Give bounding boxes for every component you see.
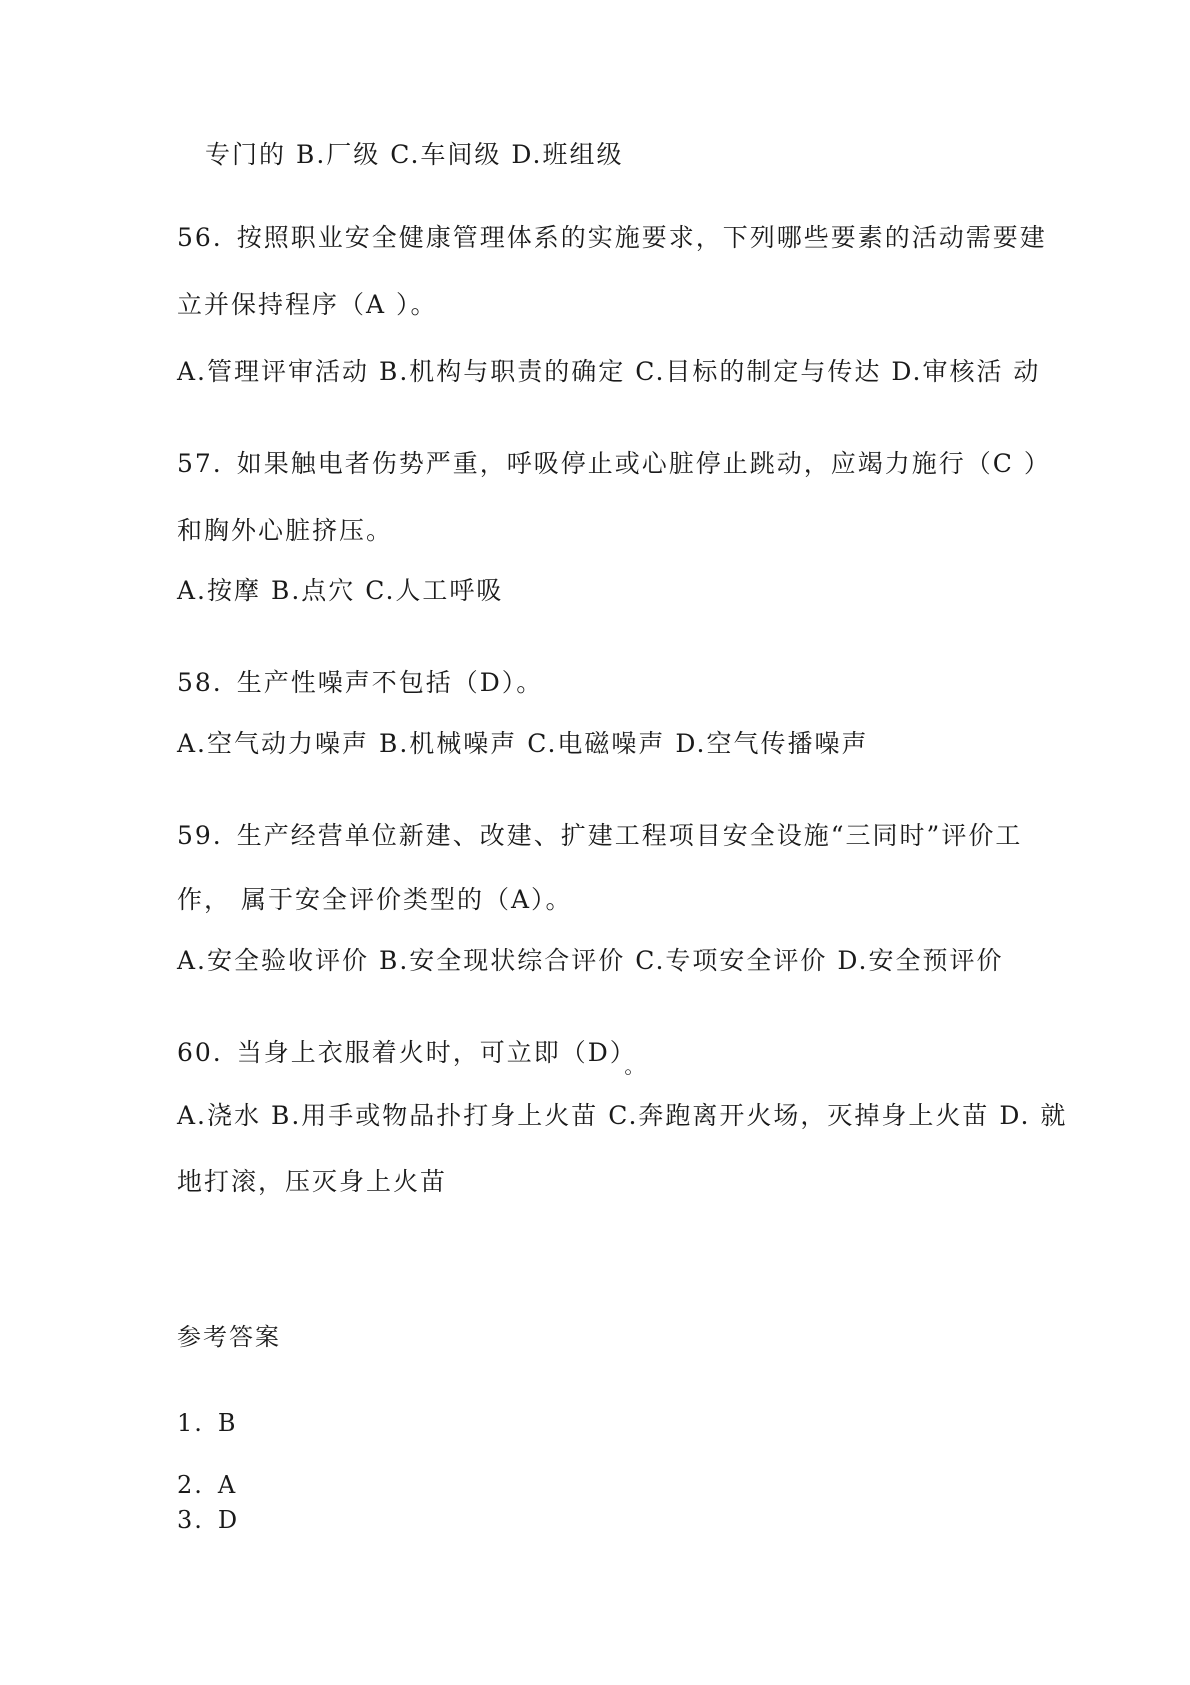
question-text: 生产经营单位新建、改建、扩建工程项目安全设施“三同时”评价工 bbox=[236, 821, 1023, 850]
question-58-line-1 bbox=[177, 668, 543, 698]
answer-number: 1. bbox=[177, 1409, 204, 1437]
question-59-line-2: 作， 属于安全评价类型的（A）。 bbox=[177, 885, 573, 914]
question-56-options: A.管理评审活动 B.机构与职责的确定 C.目标的制定与传达 D.审核活 动 bbox=[177, 357, 1041, 386]
question-number: 57. bbox=[177, 449, 223, 478]
question-number: 58. bbox=[177, 668, 223, 697]
question-60-options-line-2: 地打滚，压灭身上火苗 bbox=[177, 1167, 448, 1196]
question-58-options: A.空气动力噪声 B.机械噪声 C.电磁噪声 D.空气传播噪声 bbox=[177, 729, 869, 758]
question-text: 当身上衣服着火时，可立即（D） bbox=[236, 1038, 625, 1067]
answer-number: 2. bbox=[177, 1471, 204, 1499]
answer-value: B bbox=[217, 1409, 238, 1437]
question-text: 生产性噪声不包括（D）。 bbox=[236, 668, 544, 697]
question-number: 56. bbox=[177, 223, 223, 252]
question-57-line-2: 和胸外心脏挤压。 bbox=[177, 516, 394, 545]
question-59-options: A.安全验收评价 B.安全现状综合评价 C.专项安全评价 D.安全预评价 bbox=[177, 946, 1004, 975]
answer-item-1 bbox=[177, 1408, 238, 1438]
question-56-line-1 bbox=[177, 223, 1047, 253]
answer-value: A bbox=[217, 1471, 238, 1499]
question-number: 60. bbox=[177, 1038, 223, 1067]
question-60-line-1 bbox=[177, 1038, 647, 1078]
answer-number: 3. bbox=[177, 1506, 204, 1534]
question-text: 如果触电者伤势严重，呼吸停止或心脏停止跳动，应竭力施行（C ） bbox=[236, 449, 1051, 478]
question-56-line-2: 立并保持程序（A ）。 bbox=[177, 290, 438, 319]
question-text: 按照职业安全健康管理体系的实施要求，下列哪些要素的活动需要建 bbox=[236, 223, 1047, 252]
question-59-line-1 bbox=[177, 821, 1022, 851]
question-60-options-line-1: A.浇水 B.用手或物品扑打身上火苗 C.奔跑离开火场，灭掉身上火苗 D. 就 bbox=[177, 1101, 1068, 1130]
question-57-options: A.按摩 B.点穴 C.人工呼吸 bbox=[177, 576, 504, 605]
answers-heading: 参考答案 bbox=[177, 1323, 281, 1351]
question-57-line-1 bbox=[177, 449, 1051, 479]
question-number: 59. bbox=[177, 821, 223, 850]
answer-value: D bbox=[217, 1506, 240, 1534]
answer-item-2 bbox=[177, 1470, 237, 1500]
question-end-mark: 。 bbox=[624, 1054, 647, 1078]
question-55-options-continued: 专门的 B.厂级 C.车间级 D.班组级 bbox=[205, 140, 624, 169]
answer-item-3 bbox=[177, 1505, 239, 1535]
